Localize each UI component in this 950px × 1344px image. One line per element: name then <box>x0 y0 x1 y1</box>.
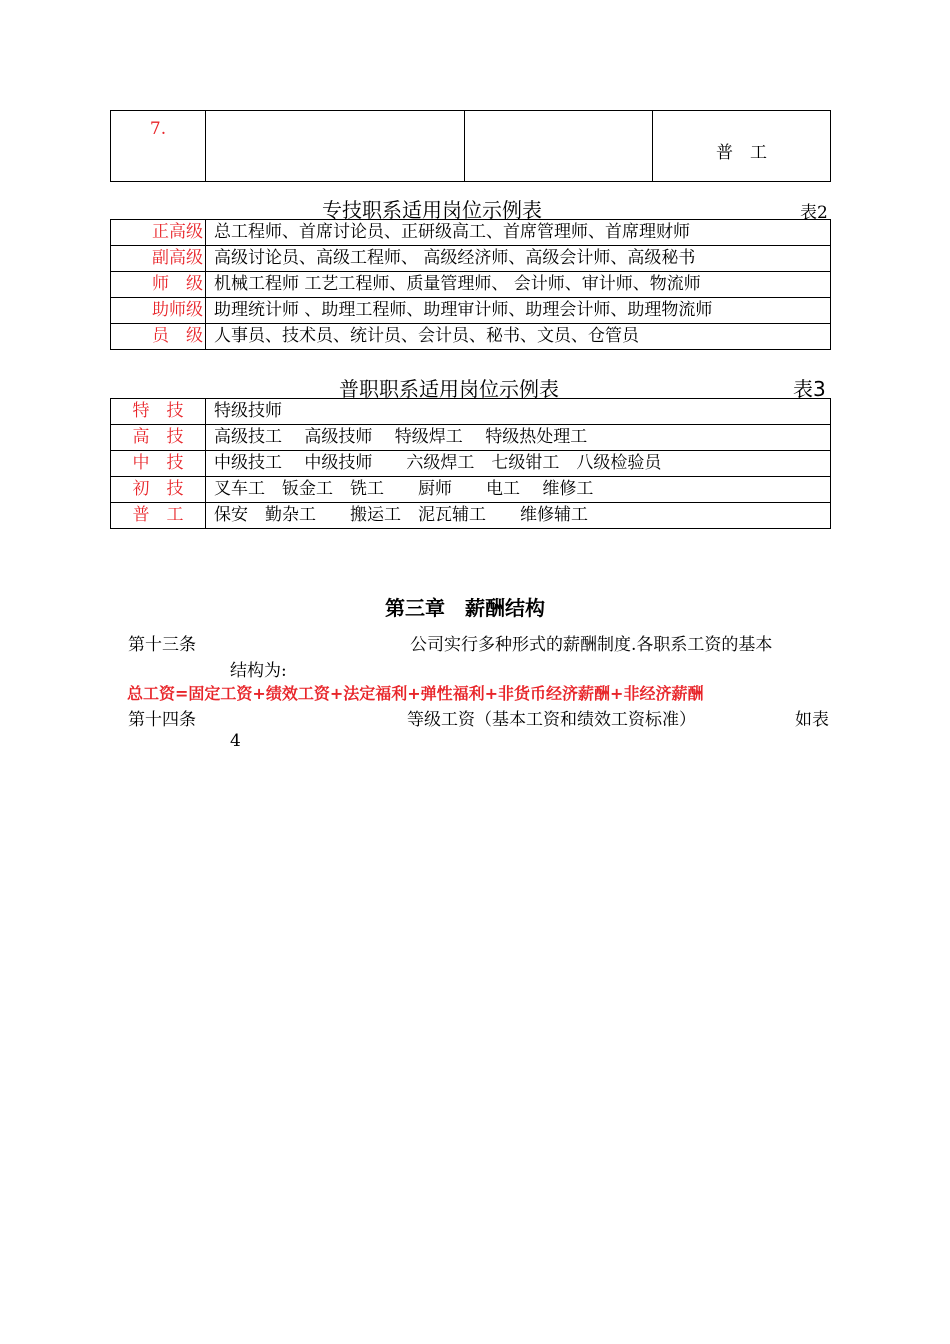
positions-cell: 机械工程师 工艺工程师、质量管理师、 会计师、审计师、物流师 <box>206 272 831 298</box>
table-row <box>111 272 831 298</box>
table-row <box>111 451 831 477</box>
table-cell <box>206 111 465 182</box>
continuation-table <box>110 110 831 182</box>
level-label: 员 级 <box>111 324 206 350</box>
level-label: 正高级 <box>111 220 206 246</box>
article-13-continuation: 结构为: <box>230 661 287 681</box>
positions-cell: 人事员、技术员、统计员、会计员、秘书、文员、仓管员 <box>206 324 831 350</box>
level-label: 普 工 <box>111 503 206 529</box>
row-number: 7. <box>111 111 206 182</box>
article-14-continuation: 4 <box>230 731 241 751</box>
level-label: 副高级 <box>111 246 206 272</box>
positions-cell: 高级技工 高级技师 特级焊工 特级热处理工 <box>206 425 831 451</box>
article-14-tail: 如表 <box>795 710 829 730</box>
positions-cell: 特级技师 <box>206 399 831 425</box>
table-row <box>111 324 831 350</box>
salary-formula: 总工资=固定工资+绩效工资+法定福利+弹性福利+非货币经济薪酬+非经济薪酬 <box>127 684 704 703</box>
level-label: 初 技 <box>111 477 206 503</box>
article-13-text: 公司实行多种形式的薪酬制度.各职系工资的基本 <box>410 635 773 655</box>
table2-title: 专技职系适用岗位示例表 <box>322 198 542 222</box>
general-positions-table <box>110 398 831 529</box>
article-13-label: 第十三条 <box>128 635 196 655</box>
positions-cell: 保安 勤杂工 搬运工 泥瓦辅工 维修辅工 <box>206 503 831 529</box>
table-row <box>111 220 831 246</box>
table-row <box>111 425 831 451</box>
table2-number: 表2 <box>800 203 828 223</box>
table-row <box>111 111 831 182</box>
positions-cell: 叉车工 钣金工 铣工 厨师 电工 维修工 <box>206 477 831 503</box>
table3-number: 表3 <box>793 377 826 401</box>
article-14-label: 第十四条 <box>128 710 196 730</box>
chapter-title: 第三章 薪酬结构 <box>385 596 545 620</box>
professional-positions-table <box>110 219 831 350</box>
table-cell: 普 工 <box>653 111 831 182</box>
table-row <box>111 477 831 503</box>
table-row <box>111 399 831 425</box>
table-row <box>111 298 831 324</box>
level-label: 特 技 <box>111 399 206 425</box>
positions-cell: 助理统计师 、助理工程师、助理审计师、助理会计师、助理物流师 <box>206 298 831 324</box>
table3-title: 普职职系适用岗位示例表 <box>339 377 559 401</box>
table-row <box>111 503 831 529</box>
positions-cell: 中级技工 中级技师 六级焊工 七级钳工 八级检验员 <box>206 451 831 477</box>
level-label: 师 级 <box>111 272 206 298</box>
table-cell <box>465 111 653 182</box>
positions-cell: 高级讨论员、高级工程师、 高级经济师、高级会计师、高级秘书 <box>206 246 831 272</box>
level-label: 高 技 <box>111 425 206 451</box>
level-label: 中 技 <box>111 451 206 477</box>
article-14-text: 等级工资（基本工资和绩效工资标准） <box>407 710 696 730</box>
positions-cell: 总工程师、首席讨论员、正研级高工、首席管理师、首席理财师 <box>206 220 831 246</box>
table-row <box>111 246 831 272</box>
level-label: 助师级 <box>111 298 206 324</box>
